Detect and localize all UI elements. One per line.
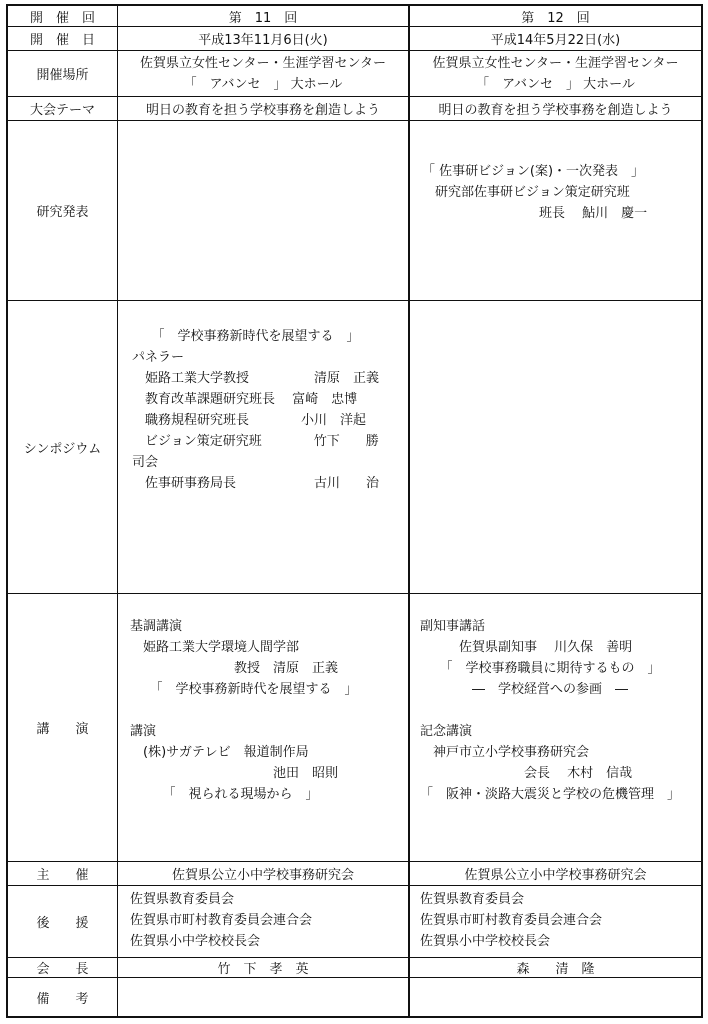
label-text: 開催場所 bbox=[36, 68, 89, 83]
row-session-number bbox=[8, 6, 701, 27]
row-label bbox=[8, 886, 118, 957]
president-col2 bbox=[410, 958, 701, 977]
row-label bbox=[8, 594, 118, 861]
support-line: 佐賀県小中学校校長会 bbox=[130, 934, 261, 949]
date-col2 bbox=[410, 27, 701, 50]
venue-line: 「 アバンセ 」 大ホール bbox=[183, 76, 343, 92]
lecture-line: 姫路工業大学環境人間学部 bbox=[130, 640, 300, 655]
row-label bbox=[8, 958, 118, 977]
date-col1 bbox=[118, 27, 410, 50]
label-text: 講 演 bbox=[36, 722, 89, 737]
venue-line: 佐賀県立女性センター・生涯学習センター bbox=[432, 55, 679, 71]
row-label bbox=[8, 121, 118, 300]
symposium-line: 教育改革課題研究班長 富崎 忠博 bbox=[132, 392, 358, 407]
row-date bbox=[8, 27, 701, 51]
symposium-col2 bbox=[410, 301, 701, 593]
symposium-line: ビジョン策定研究班 竹下 勝 bbox=[132, 434, 379, 449]
support-col2 bbox=[410, 886, 701, 957]
lecture-line: 副知事講話 bbox=[420, 619, 486, 634]
label-text: 研究発表 bbox=[36, 205, 89, 220]
lecture-line: 「 阪神・淡路大震災と学校の危機管理 」 bbox=[420, 787, 681, 802]
support-line: 佐賀県小中学校校長会 bbox=[420, 934, 551, 949]
theme-text: 明日の教育を担う学校事務を創造しよう bbox=[145, 103, 380, 118]
lecture-line: 池田 昭則 bbox=[130, 766, 339, 781]
notes-col2 bbox=[410, 978, 701, 1016]
lecture-line: (株)サガテレビ 報道制作局 bbox=[130, 745, 309, 760]
lecture-line: 佐賀県副知事 川久保 善明 bbox=[420, 640, 633, 655]
symposium-line: 司会 bbox=[132, 455, 159, 470]
support-line: 佐賀県教育委員会 bbox=[130, 892, 235, 907]
lecture-line bbox=[420, 700, 695, 721]
research-col2 bbox=[410, 121, 701, 300]
lecture-line: 教授 清原 正義 bbox=[130, 661, 339, 676]
date-text: 平成14年5月22日(水) bbox=[490, 33, 621, 48]
symposium-line: 姫路工業大学教授 清原 正義 bbox=[132, 371, 380, 386]
theme-text: 明日の教育を担う学校事務を創造しよう bbox=[438, 103, 673, 118]
symposium-line: パネラー bbox=[132, 350, 185, 365]
label-text: 会 長 bbox=[36, 962, 89, 977]
lecture-line: 基調講演 bbox=[130, 619, 183, 634]
session-12-title: 第 12 回 bbox=[521, 10, 590, 26]
lecture-line: ― 学校経営への参画 ― bbox=[420, 682, 629, 697]
row-label bbox=[8, 978, 118, 1016]
support-line: 佐賀県市町村教育委員会連合会 bbox=[420, 913, 603, 928]
label-text: 備 考 bbox=[36, 991, 89, 1007]
lecture-line: 「 学校事務新時代を展望する 」 bbox=[130, 682, 358, 697]
row-label bbox=[8, 51, 118, 96]
president-name: 森 清 隆 bbox=[516, 962, 595, 977]
conference-record-table bbox=[6, 4, 703, 1018]
row-president bbox=[8, 958, 701, 978]
lecture-line: 「 視られる現場から 」 bbox=[130, 787, 319, 802]
organizer-text: 佐賀県公立小中学校事務研究会 bbox=[464, 868, 647, 883]
support-line: 佐賀県教育委員会 bbox=[420, 892, 525, 907]
session-11-header bbox=[118, 6, 410, 26]
lecture-line bbox=[130, 700, 402, 721]
research-col1 bbox=[118, 121, 410, 300]
date-text: 平成13年11月6日(火) bbox=[198, 33, 328, 48]
venue-col1 bbox=[118, 51, 410, 96]
label-text: 開 催 日 bbox=[29, 33, 95, 48]
row-support bbox=[8, 886, 701, 958]
symposium-col1 bbox=[118, 301, 410, 593]
row-label bbox=[8, 97, 118, 120]
row-label bbox=[8, 862, 118, 885]
lecture-col2 bbox=[410, 594, 701, 861]
lecture-line: 会長 木村 信哉 bbox=[420, 766, 633, 781]
row-label bbox=[8, 6, 118, 26]
research-line: 班長 鮎川 慶一 bbox=[422, 206, 648, 221]
venue-line: 佐賀県立女性センター・生涯学習センター bbox=[140, 55, 386, 71]
session-12-header bbox=[410, 6, 701, 26]
lecture-line: 「 学校事務職員に期待するもの 」 bbox=[420, 661, 661, 676]
president-name: 竹 下 孝 英 bbox=[217, 962, 309, 977]
row-label bbox=[8, 27, 118, 50]
label-text: 主 催 bbox=[36, 868, 89, 883]
lecture-col1 bbox=[118, 594, 410, 861]
label-text: シンポジウム bbox=[23, 441, 102, 457]
row-theme bbox=[8, 97, 701, 121]
row-notes bbox=[8, 978, 701, 1016]
president-col1 bbox=[118, 958, 410, 977]
theme-col2 bbox=[410, 97, 701, 120]
session-11-title: 第 11 回 bbox=[228, 10, 298, 26]
symposium-line: 「 学校事務新時代を展望する 」 bbox=[132, 329, 360, 344]
organizer-text: 佐賀県公立小中学校事務研究会 bbox=[171, 868, 354, 883]
research-line: 研究部佐事研ビジョン策定研究班 bbox=[422, 185, 630, 200]
notes-col1 bbox=[118, 978, 410, 1016]
research-line: 「 佐事研ビジョン(案)・一次発表 」 bbox=[422, 164, 645, 179]
row-research bbox=[8, 121, 701, 301]
label-text: 後 援 bbox=[36, 916, 89, 931]
venue-col2 bbox=[410, 51, 701, 96]
organizer-col1 bbox=[118, 862, 410, 885]
lecture-line: 講演 bbox=[130, 724, 157, 739]
row-lecture bbox=[8, 594, 701, 862]
theme-col1 bbox=[118, 97, 410, 120]
row-label bbox=[8, 301, 118, 593]
label-text: 開 催 回 bbox=[29, 10, 95, 26]
support-col1 bbox=[118, 886, 410, 957]
organizer-col2 bbox=[410, 862, 701, 885]
lecture-line: 記念講演 bbox=[420, 724, 473, 739]
venue-line: 「 アバンセ 」 大ホール bbox=[476, 76, 635, 92]
label-text: 大会テーマ bbox=[29, 103, 95, 118]
row-symposium bbox=[8, 301, 701, 594]
row-venue bbox=[8, 51, 701, 97]
symposium-line: 職務規程研究班長 小川 洋起 bbox=[132, 413, 367, 428]
support-line: 佐賀県市町村教育委員会連合会 bbox=[130, 913, 313, 928]
symposium-line: 佐事研事務局長 古川 治 bbox=[132, 476, 380, 491]
row-organizer bbox=[8, 862, 701, 886]
lecture-line: 神戸市立小学校事務研究会 bbox=[420, 745, 590, 760]
